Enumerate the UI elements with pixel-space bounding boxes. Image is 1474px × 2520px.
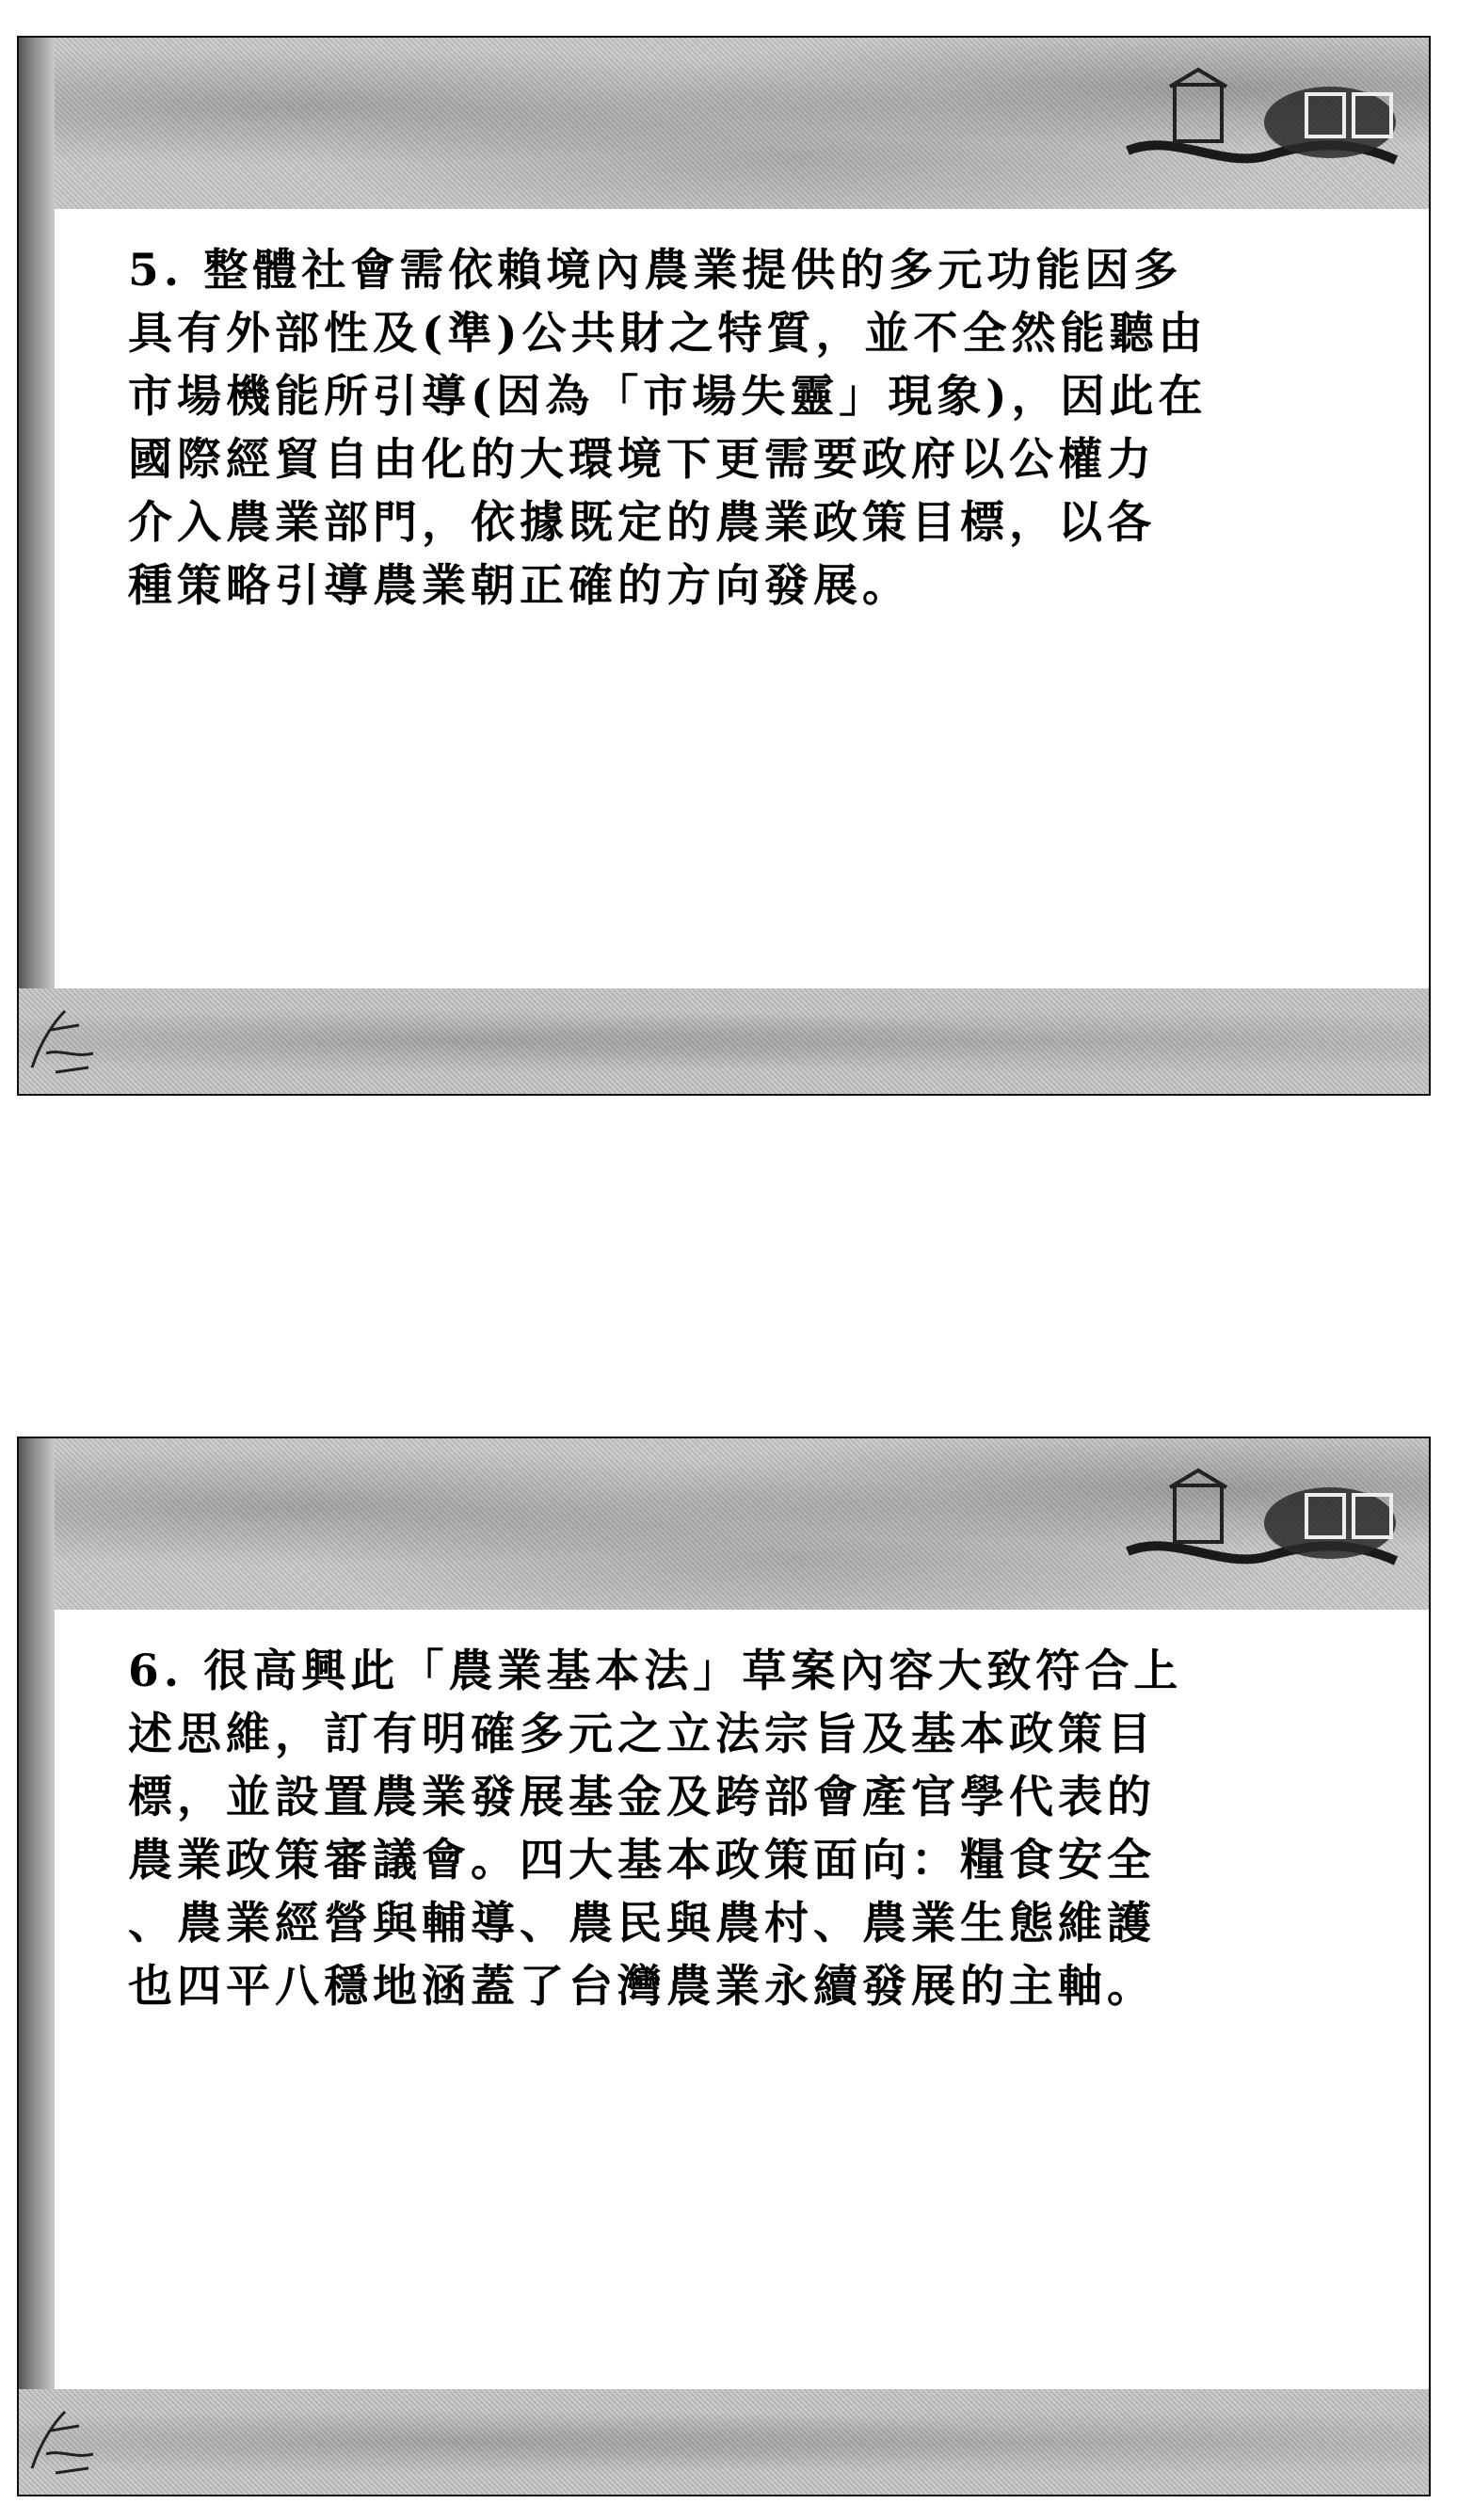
slide-body-text: 5. 整體社會需依賴境內農業提供的多元功能因多 具有外部性及(準)公共財之特質，並不全然能聽由 市場機能所引導(因為「市場失靈」現象)，因此在 國際經貿自由化的大環境下更需要政府以公權力 介入農業部門，依據既定的農業政策目標，以各 種策略引導農業朝正確的方向發展。: [128, 245, 1208, 612]
slide-1: [17, 36, 1431, 1096]
decorative-logo-icon: [1118, 1467, 1401, 1589]
decorative-logo-icon: [1118, 66, 1401, 188]
slide-footer-band: [19, 2389, 1429, 2495]
slide-left-bar: [19, 38, 55, 1094]
signature-mark-icon: [23, 1002, 107, 1086]
slide-footer-band: [19, 988, 1429, 1094]
slide-left-bar: [19, 1438, 55, 2495]
slide-2: [17, 1437, 1431, 2496]
signature-mark-icon: [23, 2402, 107, 2487]
slide-body-text: 6. 很高興此「農業基本法」草案內容大致符合上 述思維，訂有明確多元之立法宗旨及基本政策目 標，並設置農業發展基金及跨部會產官學代表的 農業政策審議會。四大基本政策面向：糧食安全 、農業經營與輔導、農民與農村、農業生態維護 也四平八穩地涵蓋了台灣農業永續發展的主軸。: [128, 1645, 1183, 2013]
